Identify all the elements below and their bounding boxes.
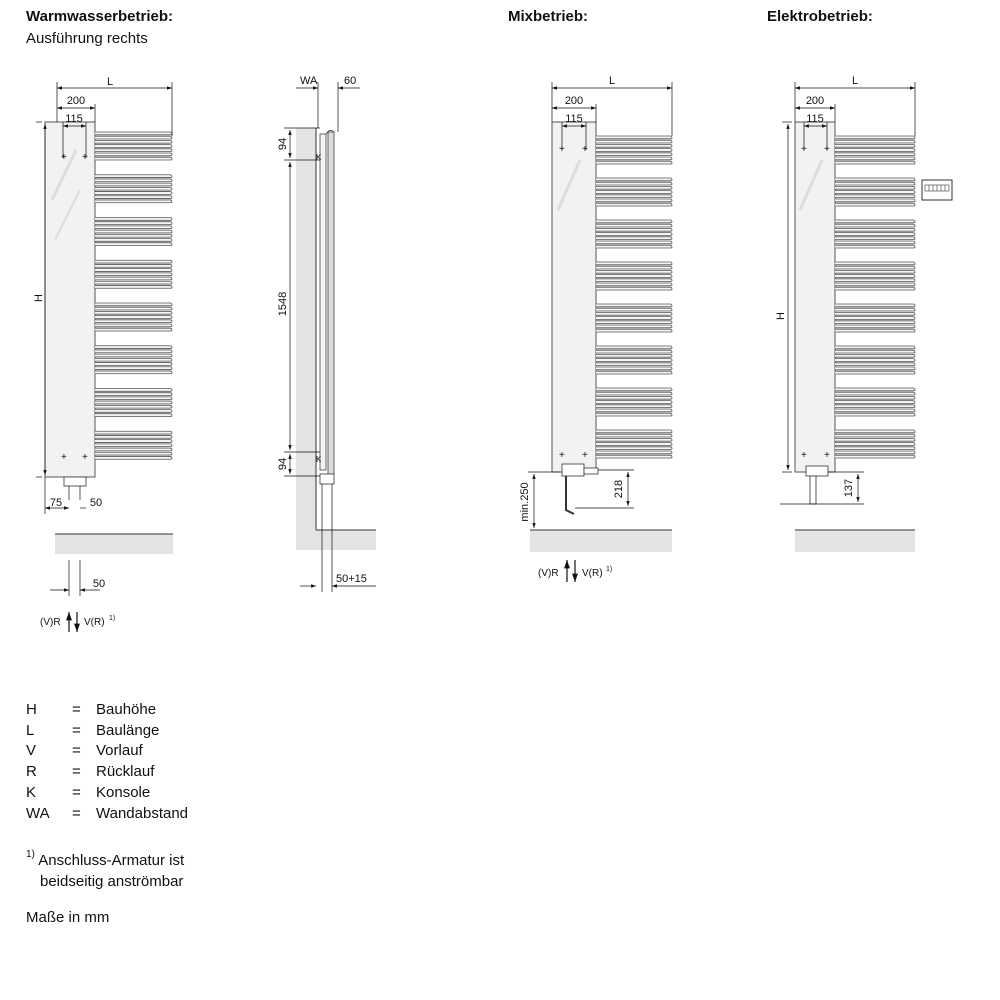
towel-bar <box>835 161 915 164</box>
towel-bar <box>835 434 915 437</box>
towel-bar <box>95 456 172 459</box>
dim-label-1548: 1548 <box>277 291 289 317</box>
dim-label-50: 50 <box>89 497 103 509</box>
towel-bar <box>596 438 672 441</box>
towel-bar <box>596 405 672 408</box>
towel-bar <box>835 451 915 454</box>
towel-bar <box>835 178 915 181</box>
towel-bar <box>95 389 172 392</box>
towel-bar <box>95 328 172 331</box>
towel-bar <box>95 410 172 413</box>
towel-bar <box>835 199 915 202</box>
dim-label-200: 200 <box>66 95 86 107</box>
floor-mix <box>530 530 672 552</box>
towel-bar <box>95 234 172 237</box>
dim-label-94-bottom: 94 <box>277 457 289 471</box>
towel-bar <box>95 316 172 319</box>
towel-bar <box>596 304 672 307</box>
towel-bar <box>95 149 172 152</box>
towel-bar <box>596 157 672 160</box>
towel-bar <box>95 187 172 190</box>
legend-eq: = <box>72 804 81 822</box>
svg-text:+: + <box>824 450 830 461</box>
towel-bar <box>596 317 672 320</box>
towel-bar <box>95 401 172 404</box>
legend-symbol: L <box>26 721 35 739</box>
towel-bar <box>835 447 915 450</box>
towel-bar <box>596 283 672 286</box>
svg-text:+: + <box>582 144 588 155</box>
towel-bar <box>835 270 915 273</box>
legend-symbol: H <box>26 701 37 718</box>
towel-bar <box>596 149 672 152</box>
towel-bar <box>835 157 915 160</box>
towel-bar <box>835 153 915 156</box>
flow-label-right: V(R) <box>84 617 105 628</box>
svg-text:+: + <box>582 450 588 461</box>
towel-bar <box>95 277 172 280</box>
towel-bar <box>95 397 172 400</box>
towel-bar <box>95 200 172 203</box>
towel-bar <box>596 199 672 202</box>
towel-bar <box>596 220 672 223</box>
towel-bar <box>596 262 672 265</box>
towel-bar <box>95 175 172 178</box>
towel-bar <box>95 179 172 182</box>
towel-bar <box>596 224 672 227</box>
towel-bar <box>835 392 915 395</box>
towel-bar <box>95 350 172 353</box>
heating-element-head <box>806 466 828 476</box>
towel-bars <box>596 136 672 458</box>
dim-label-115-mix: 115 <box>565 113 583 125</box>
legend-eq: = <box>72 701 81 718</box>
valve-side <box>320 474 334 484</box>
towel-bar <box>596 455 672 458</box>
towel-bars <box>95 132 172 459</box>
towel-bar <box>95 320 172 323</box>
towel-bar <box>835 371 915 374</box>
towel-bar <box>95 269 172 272</box>
dim-label-137: 137 <box>843 478 855 498</box>
towel-bar <box>596 153 672 156</box>
dim-label-L-mix: L <box>608 75 616 87</box>
legend-row <box>26 700 188 721</box>
dim-label-min250: min.250 <box>519 482 531 522</box>
valve-fitting <box>64 477 86 486</box>
dim-label-H-elektro: H <box>775 312 787 320</box>
towel-bar <box>835 405 915 408</box>
towel-bar <box>95 243 172 246</box>
dim-label-115: 115 <box>65 113 83 125</box>
towel-bar <box>95 145 172 148</box>
valve-fitting-mix <box>562 464 584 476</box>
towel-bar <box>835 149 915 152</box>
towel-bar <box>596 321 672 324</box>
towel-bar <box>835 144 915 147</box>
towel-bar <box>596 388 672 391</box>
towel-bar <box>835 413 915 416</box>
towel-bar <box>596 312 672 315</box>
towel-bar <box>835 191 915 194</box>
heading-warmwasser: Warmwasserbetrieb: <box>26 8 173 25</box>
dim-label-218: 218 <box>613 479 625 499</box>
towel-bar <box>596 359 672 362</box>
towel-bar <box>95 414 172 417</box>
towel-bar <box>835 224 915 227</box>
towel-bar <box>596 241 672 244</box>
towel-bar <box>596 325 672 328</box>
towel-bar <box>596 354 672 357</box>
towel-bar <box>95 230 172 233</box>
legend-eq: = <box>72 742 81 760</box>
radiator-profile <box>320 134 326 470</box>
towel-bar <box>596 371 672 374</box>
legend-row <box>26 741 188 762</box>
towel-bar <box>95 153 172 156</box>
towel-bar <box>95 260 172 263</box>
towel-bar <box>835 438 915 441</box>
towel-bar <box>596 430 672 433</box>
legend-symbol: V <box>26 742 37 760</box>
towel-bar <box>95 281 172 284</box>
legend-eq: = <box>72 783 81 801</box>
radiator-warmwasser <box>33 76 173 632</box>
svg-text:+: + <box>61 152 67 163</box>
towel-bar <box>835 321 915 324</box>
towel-bar <box>596 233 672 236</box>
towel-bar <box>95 354 172 357</box>
towel-bar <box>596 178 672 181</box>
dim-label-WA: WA <box>300 75 318 87</box>
towel-bar <box>596 308 672 311</box>
towel-bar <box>835 346 915 349</box>
towel-bar <box>835 233 915 236</box>
towel-bar <box>596 228 672 231</box>
towel-bar <box>835 262 915 265</box>
dim-label-200-mix: 200 <box>564 95 584 107</box>
towel-bar <box>95 324 172 327</box>
svg-text:+: + <box>824 144 830 155</box>
towel-bar <box>596 409 672 412</box>
heading-elektrobetrieb: Elektrobetrieb: <box>767 8 873 25</box>
dim-label-75: 75 <box>49 497 63 509</box>
towel-bar <box>95 363 172 366</box>
flow-label-left-mix: (V)R <box>538 568 559 579</box>
towel-bar <box>596 363 672 366</box>
svg-text:+: + <box>801 144 807 155</box>
legend-text: Vorlauf <box>96 742 143 760</box>
towel-bar <box>835 220 915 223</box>
towel-bar <box>95 371 172 374</box>
floor-side <box>296 530 376 550</box>
towel-bar <box>596 329 672 332</box>
towel-bar <box>596 191 672 194</box>
legend-row <box>26 762 188 783</box>
legend-row <box>26 783 188 804</box>
towel-bar <box>95 303 172 306</box>
towel-bar <box>835 237 915 240</box>
towel-bar <box>835 350 915 353</box>
towel-bar <box>835 443 915 446</box>
dim-label-200-elektro: 200 <box>805 95 825 107</box>
towel-bar <box>596 434 672 437</box>
radiator-elektrobetrieb <box>775 75 952 552</box>
towel-bar <box>835 396 915 399</box>
towel-bar <box>95 239 172 242</box>
svg-text:K: K <box>316 455 322 464</box>
towel-bar <box>596 447 672 450</box>
towel-bar <box>596 275 672 278</box>
towel-bar <box>835 195 915 198</box>
legend-symbol: WA <box>26 804 50 822</box>
towel-bar <box>835 455 915 458</box>
towel-bar <box>95 196 172 199</box>
towel-bar <box>95 444 172 447</box>
heading-mixbetrieb: Mixbetrieb: <box>508 8 589 25</box>
towel-bar <box>95 431 172 434</box>
towel-bar <box>596 346 672 349</box>
floor-elektro <box>795 530 915 552</box>
towel-bar <box>596 396 672 399</box>
towel-bar <box>835 354 915 357</box>
footnote-mark-mix: 1) <box>606 566 613 573</box>
legend-row <box>26 804 188 825</box>
towel-bar <box>95 285 172 288</box>
towel-bar <box>835 367 915 370</box>
towel-bar <box>835 241 915 244</box>
towel-bar <box>596 392 672 395</box>
towel-bar <box>95 311 172 314</box>
legend-row <box>26 721 188 742</box>
towel-bar <box>835 279 915 282</box>
svg-text:+: + <box>559 450 565 461</box>
legend-text: Baulänge <box>96 721 160 739</box>
towel-bar <box>835 287 915 290</box>
legend-symbol: K <box>26 783 37 801</box>
dim-label-50-pipe: 50 <box>92 578 106 590</box>
footnote-marker: 1) <box>26 849 35 860</box>
legend-eq: = <box>72 721 81 739</box>
towel-bar <box>835 363 915 366</box>
towel-bar <box>95 222 172 225</box>
towel-bar <box>835 308 915 311</box>
towel-bar <box>95 346 172 349</box>
towel-bar <box>835 266 915 269</box>
svg-text:+: + <box>559 144 565 155</box>
legend-eq: = <box>72 763 81 781</box>
towel-bar <box>835 182 915 185</box>
towel-bar <box>835 275 915 278</box>
towel-bar <box>835 245 915 248</box>
legend <box>26 700 188 824</box>
towel-bar <box>835 325 915 328</box>
towel-bar <box>596 245 672 248</box>
units-note: Maße in mm <box>26 909 110 926</box>
dim-label-L-elektro: L <box>851 75 859 87</box>
towel-bar <box>596 443 672 446</box>
legend-text: Rücklauf <box>96 763 155 781</box>
towel-bar <box>95 435 172 438</box>
towel-bar <box>596 136 672 139</box>
flow-label-right-mix: V(R) <box>582 568 603 579</box>
svg-text:+: + <box>82 152 88 163</box>
towel-bar <box>95 307 172 310</box>
towel-bar <box>596 140 672 143</box>
towel-bar <box>95 136 172 139</box>
towel-bar <box>596 350 672 353</box>
floor <box>55 534 173 554</box>
towel-bar <box>835 312 915 315</box>
svg-text:+: + <box>801 450 807 461</box>
legend-text: Konsole <box>96 783 151 801</box>
towel-bars <box>835 136 915 458</box>
radiator-mixbetrieb <box>519 75 672 582</box>
towel-bar <box>95 405 172 408</box>
legend-text: Wandabstand <box>96 804 189 822</box>
legend-text: Bauhöhe <box>96 701 157 718</box>
towel-bar <box>835 283 915 286</box>
towel-bar <box>95 367 172 370</box>
dim-label-94-top: 94 <box>277 137 289 151</box>
svg-text:+: + <box>61 452 67 463</box>
towel-bar <box>95 264 172 267</box>
towel-bar <box>95 226 172 229</box>
towel-bar <box>95 358 172 361</box>
flow-label-left: (V)R <box>40 617 61 628</box>
dim-label-60: 60 <box>344 75 357 87</box>
towel-bar <box>596 203 672 206</box>
radiator-column <box>45 122 95 477</box>
dim-label-115-elektro: 115 <box>806 113 824 125</box>
footnote-line-2: beidseitig anströmbar <box>40 873 184 890</box>
towel-bar <box>835 359 915 362</box>
towel-bar <box>596 237 672 240</box>
towel-bar <box>95 218 172 221</box>
towel-bar <box>95 273 172 276</box>
towel-bar <box>95 183 172 186</box>
towel-bar <box>596 186 672 189</box>
towel-bar <box>596 279 672 282</box>
towel-bar <box>596 161 672 164</box>
dim-label-50-15: 50+15 <box>336 573 367 585</box>
towel-bar <box>835 388 915 391</box>
wall <box>296 128 316 550</box>
towel-bar <box>596 413 672 416</box>
footnote-mark: 1) <box>109 615 116 622</box>
towel-bar <box>95 393 172 396</box>
radiator-side-view <box>277 75 376 592</box>
towel-bar <box>596 451 672 454</box>
towel-bar <box>596 401 672 404</box>
towel-bar <box>95 192 172 195</box>
towel-bar <box>596 182 672 185</box>
svg-text:+: + <box>82 452 88 463</box>
subheading-ausfuehrung: Ausführung rechts <box>26 30 148 47</box>
towel-bar <box>835 228 915 231</box>
towel-bar <box>95 157 172 160</box>
towel-bar <box>95 452 172 455</box>
towel-bar <box>95 140 172 143</box>
towel-bar <box>835 203 915 206</box>
legend-symbol: R <box>26 763 37 781</box>
towel-bar <box>596 195 672 198</box>
towel-bar <box>95 448 172 451</box>
towel-bar <box>835 186 915 189</box>
footnote-line-1: Anschluss-Armatur ist <box>38 852 185 869</box>
towel-bar <box>596 144 672 147</box>
dim-label-L: L <box>106 76 114 88</box>
towel-bar <box>596 367 672 370</box>
towel-bar <box>835 430 915 433</box>
dim-label-H: H <box>33 294 45 302</box>
towel-bar <box>95 132 172 135</box>
towel-bar <box>835 136 915 139</box>
towel-bar <box>95 440 172 443</box>
towel-bar <box>835 317 915 320</box>
towel-bar <box>596 266 672 269</box>
towel-bar <box>835 401 915 404</box>
towel-bar <box>835 304 915 307</box>
towel-bar <box>596 287 672 290</box>
footnote <box>26 846 184 892</box>
svg-text:K: K <box>316 153 322 162</box>
heating-element-cable <box>810 476 816 504</box>
towel-bar <box>835 329 915 332</box>
towel-bar <box>835 140 915 143</box>
towel-bar <box>596 270 672 273</box>
towel-bar <box>835 409 915 412</box>
